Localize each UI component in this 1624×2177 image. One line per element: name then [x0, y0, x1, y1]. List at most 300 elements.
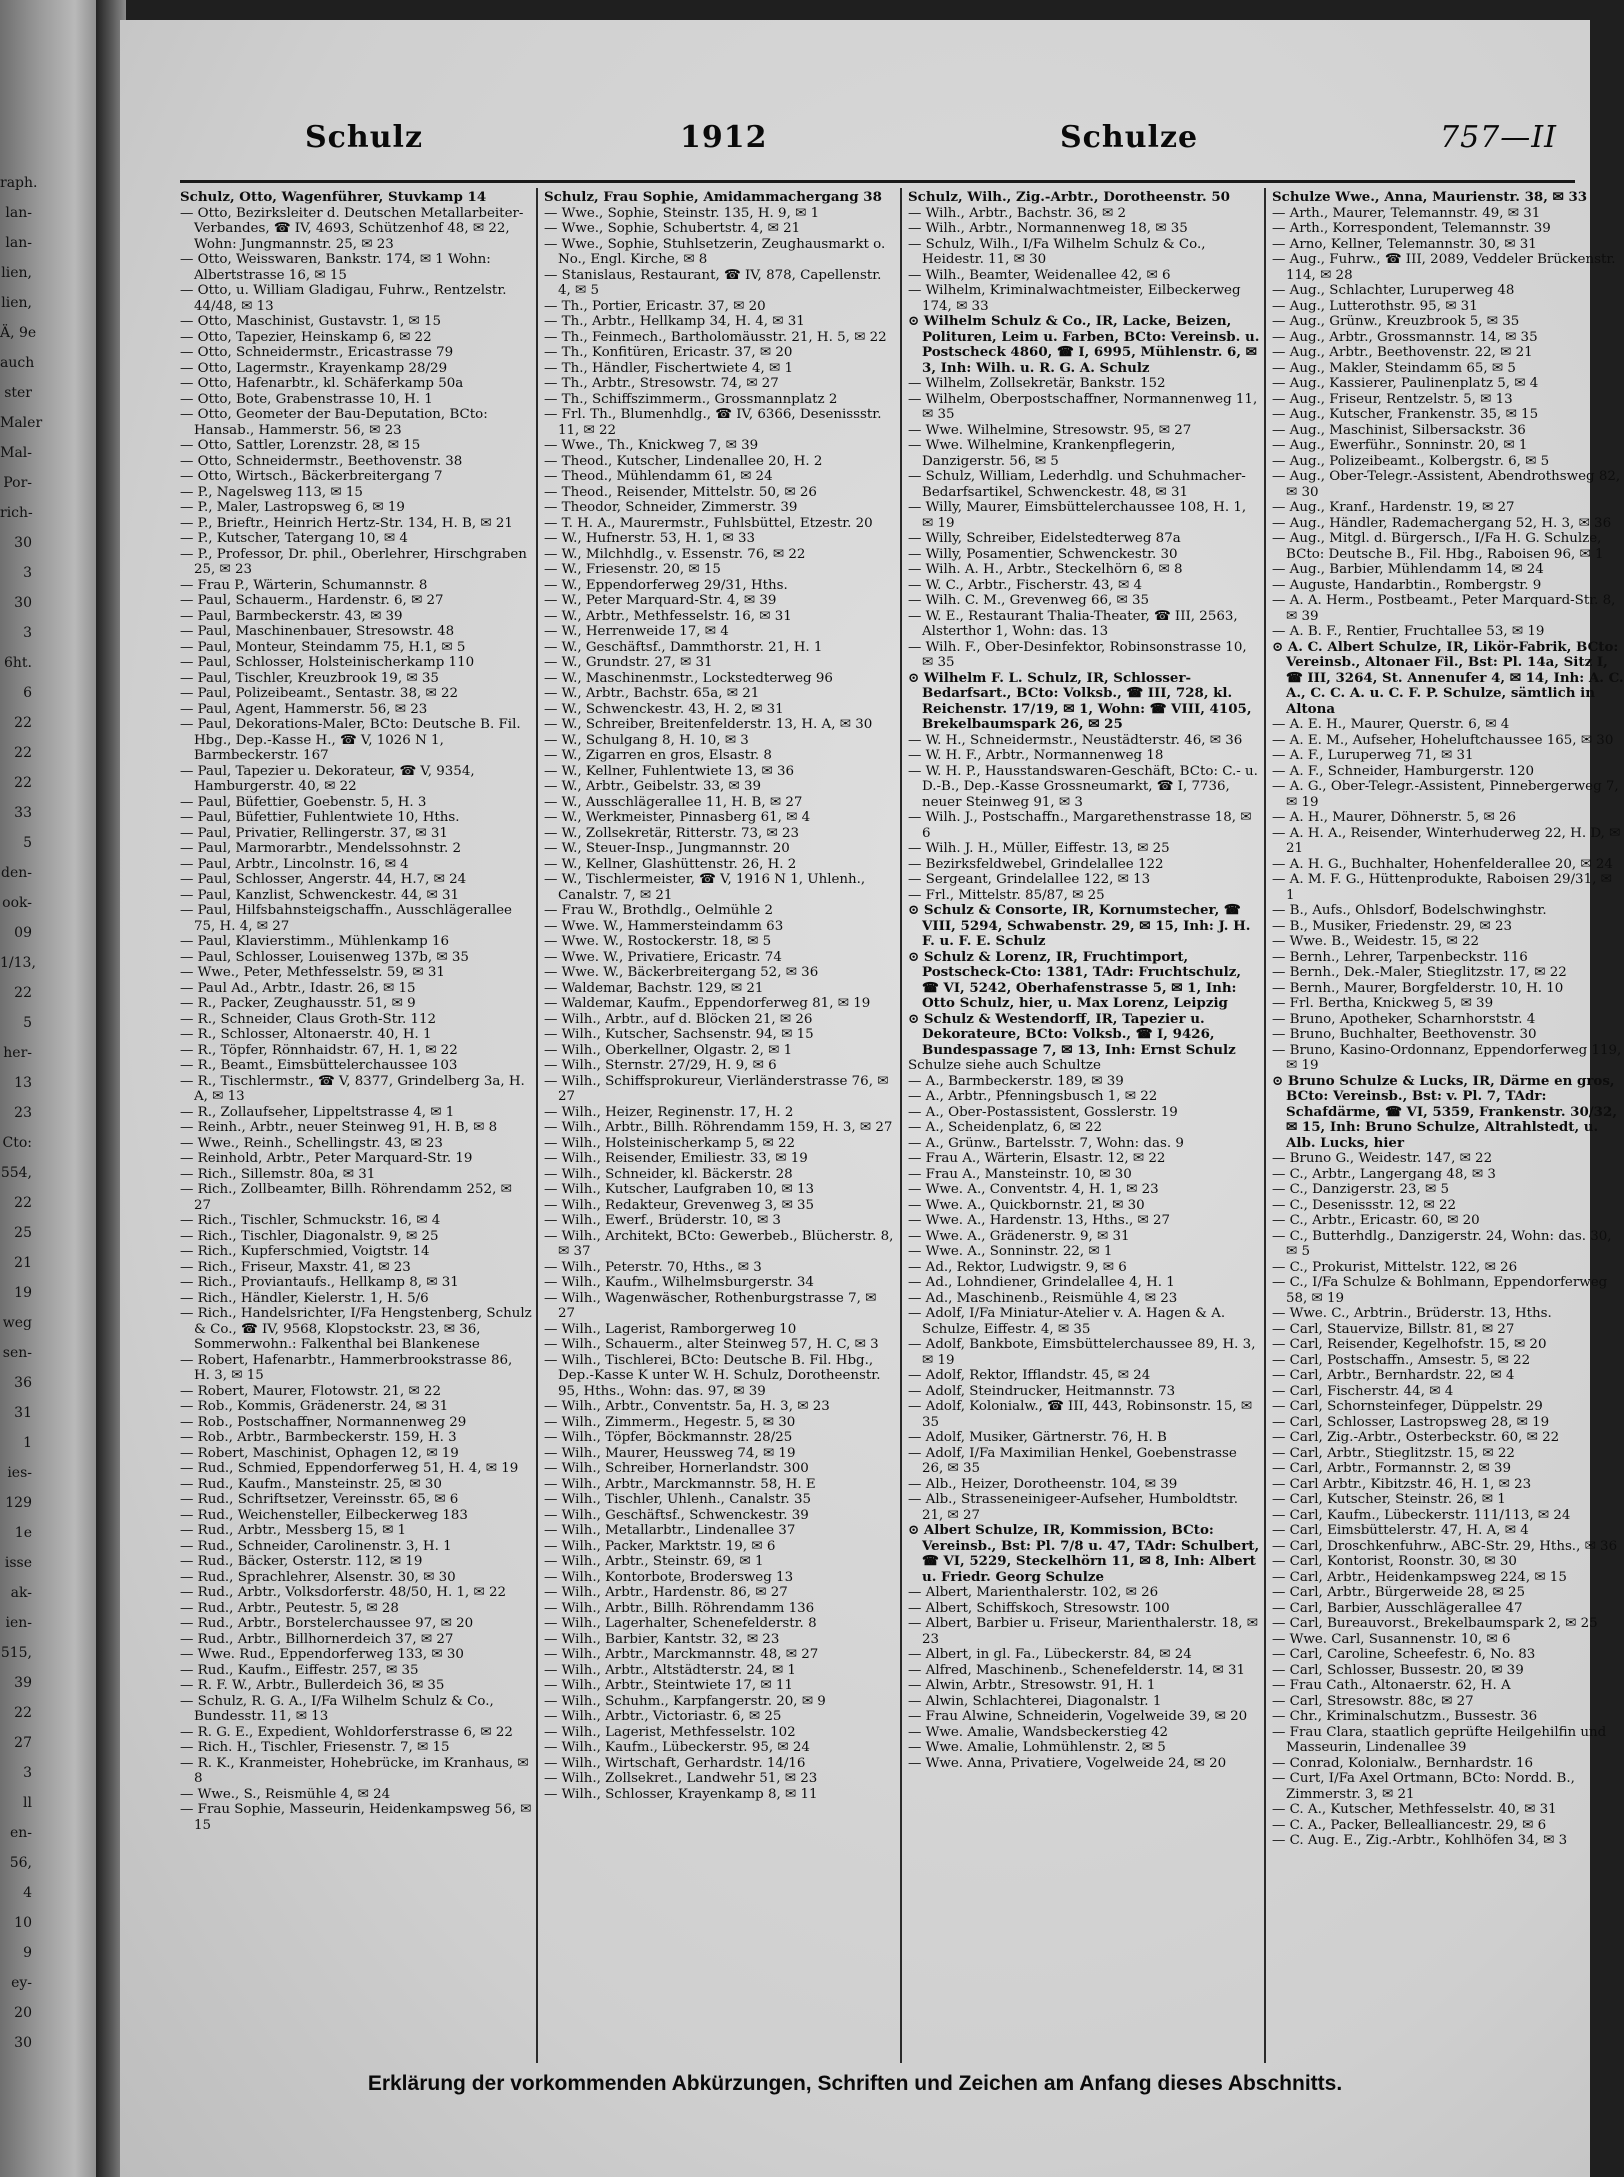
- left-page-fragment: Ä, 9e: [0, 325, 37, 341]
- directory-entry: — Rob., Kommis, Grädenerstr. 24, ✉ 31: [180, 1399, 449, 1414]
- directory-entry: — Otto, Sattler, Lorenzstr. 28, ✉ 15: [180, 438, 421, 453]
- directory-entry: — Otto, Maschinist, Gustavstr. 1, ✉ 15: [180, 314, 441, 329]
- directory-entry: — Frau A., Mansteinstr. 10, ✉ 30: [908, 1166, 1132, 1182]
- directory-entry: — Robert, Hafenarbtr., Hammerbrookstrasse 86, H. 3, ✉ 15: [180, 1352, 513, 1383]
- directory-entry: — Rud., Arbtr., Borstelerchaussee 97, ✉ 20: [180, 1616, 474, 1631]
- directory-entry: — Wilh., Töpfer, Böckmannstr. 28/25: [544, 1430, 793, 1445]
- directory-entry: — Th., Arbtr., Stresowstr. 74, ✉ 27: [544, 376, 779, 391]
- directory-entry: — W., Grundstr. 27, ✉ 31: [544, 655, 713, 670]
- directory-entry: — Waldemar, Kaufm., Eppendorferweg 81, ✉ 19: [544, 996, 871, 1011]
- directory-entry: — Aug., Kassierer, Paulinenplatz 5, ✉ 4: [1272, 376, 1539, 391]
- directory-entry: — Alb., Heizer, Dorotheenstr. 104, ✉ 39: [908, 1476, 1178, 1492]
- left-page-fragment: lien,: [1, 265, 32, 281]
- directory-entry: — Wilh., Lagerist, Methfesselstr. 102: [544, 1724, 796, 1740]
- directory-entry: — Aug., Kranf., Hardenstr. 19, ✉ 27: [1272, 500, 1515, 515]
- directory-entry: — Carl, Postschaffn., Amsestr. 5, ✉ 22: [1272, 1352, 1531, 1368]
- directory-entry: — R., Zollaufseher, Lippeltstrasse 4, ✉ 1: [180, 1104, 455, 1120]
- column-2: [544, 190, 896, 2060]
- left-page-fragment: ook-: [2, 895, 32, 911]
- directory-entry: — Paul, Schlosser, Angerstr. 44, H.7, ✉ 24: [180, 872, 467, 887]
- directory-entry: — A. B. F., Rentier, Fruchtallee 53, ✉ 19: [1272, 624, 1545, 639]
- column-1: [180, 190, 532, 2060]
- left-page-fragment: 09: [14, 925, 32, 941]
- directory-entry: — Wilh., Arbtr., Marckmannstr. 48, ✉ 27: [544, 1647, 819, 1662]
- directory-entry: — Wilh., Metallarbtr., Lindenallee 37: [544, 1523, 796, 1538]
- directory-entry: — Wwe., Th., Knickweg 7, ✉ 39: [544, 438, 759, 453]
- directory-entry: — Rud., Kaufm., Eiffestr. 257, ✉ 35: [180, 1662, 419, 1678]
- directory-entry: — Rud., Arbtr., Billhornerdeich 37, ✉ 27: [180, 1631, 454, 1647]
- directory-entry: — Wwe., Sophie, Stuhlsetzerin, Zeughausmarkt o. No., Engl. Kirche, ✉ 8: [544, 236, 886, 267]
- running-header: [120, 120, 1590, 170]
- directory-entry: — Carl, Arbtr., Formannstr. 2, ✉ 39: [1272, 1461, 1511, 1476]
- directory-entry: — Wilh., Arbtr., Normannenweg 18, ✉ 35: [908, 221, 1188, 236]
- directory-entry: — W., Ausschlägerallee 11, H. B, ✉ 27: [544, 794, 803, 810]
- directory-entry: — Wilh., Redakteur, Grevenweg 3, ✉ 35: [544, 1197, 815, 1213]
- directory-entry: — Wilh., Kaufm., Lübeckerstr. 95, ✉ 24: [544, 1740, 810, 1755]
- left-page-fragment: 31: [14, 1405, 32, 1421]
- directory-entry: Schulz, Frau Sophie, Amidammachergang 38: [544, 189, 882, 205]
- directory-entry: — Chr., Kriminalschutzm., Bussestr. 36: [1272, 1709, 1538, 1724]
- directory-entry: — Wilh., Peterstr. 70, Hths., ✉ 3: [544, 1259, 762, 1275]
- directory-page: [120, 20, 1624, 2177]
- directory-entry: — Paul, Tischler, Kreuzbrook 19, ✉ 35: [180, 670, 439, 686]
- directory-entry: — Rud., Weichensteller, Eilbeckerweg 183: [180, 1507, 468, 1523]
- directory-entry: — Alwin, Schlachterei, Diagonalstr. 1: [908, 1693, 1162, 1709]
- left-page-fragment: 3: [23, 1765, 32, 1781]
- directory-entry: — Reinhold, Arbtr., Peter Marquard-Str. 19: [180, 1151, 473, 1166]
- left-page-fragment: Por-: [3, 475, 32, 491]
- directory-entry: — Wilh., Arbtr., auf d. Blöcken 21, ✉ 26: [544, 1011, 813, 1027]
- directory-entry: — C., Butterhdlg., Danzigerstr. 24, Wohn: das. 30, ✉ 5: [1272, 1228, 1612, 1259]
- directory-entry: — Wilhelm, Zollsekretär, Bankstr. 152: [908, 376, 1166, 391]
- directory-entry: — Rud., Kaufm., Mansteinstr. 25, ✉ 30: [180, 1476, 442, 1492]
- directory-entry: — Rud., Sprachlehrer, Alsenstr. 30, ✉ 30: [180, 1569, 456, 1585]
- directory-entry: — W., Arbtr., Bachstr. 65a, ✉ 21: [544, 686, 760, 701]
- directory-entry: — Wilh., Arbtr., Conventstr. 5a, H. 3, ✉ 23: [544, 1399, 830, 1414]
- left-page-fragment: 3: [23, 625, 32, 641]
- directory-entry: — Rud., Schneider, Carolinenstr. 3, H. 1: [180, 1538, 452, 1554]
- directory-entry: — Theodor, Schneider, Zimmerstr. 39: [544, 500, 798, 515]
- directory-entry: — Frau Alwine, Schneiderin, Vogelweide 39, ✉ 20: [908, 1709, 1248, 1724]
- left-page-fragment: 36: [14, 1375, 32, 1391]
- directory-entry: — Carl, Schornsteinfeger, Düppelstr. 29: [1272, 1399, 1543, 1414]
- directory-entry: — Bezirksfeldwebel, Grindelallee 122: [908, 856, 1164, 872]
- column-4: [1272, 190, 1624, 2060]
- directory-entry: — Paul, Barmbeckerstr. 43, ✉ 39: [180, 608, 403, 624]
- directory-entry: — W., Zigarren en gros, Elsastr. 8: [544, 748, 772, 763]
- directory-entry: — Carl, Schlosser, Lastropsweg 28, ✉ 19: [1272, 1414, 1550, 1430]
- directory-entry: — P., Nagelsweg 113, ✉ 15: [180, 484, 363, 500]
- directory-entry: — R. K., Kranmeister, Hohebrücke, im Kranhaus, ✉ 8: [180, 1755, 529, 1786]
- left-page-fragment: 3: [23, 565, 32, 581]
- adjacent-left-page: [0, 0, 100, 2177]
- directory-entry: — Wwe. Wilhelmine, Stresowstr. 95, ✉ 27: [908, 422, 1192, 438]
- column-divider: [536, 188, 538, 2063]
- directory-entry: — Aug., Arbtr., Beethovenstr. 22, ✉ 21: [1272, 345, 1533, 360]
- directory-entry: — Wwe., Peter, Methfesselstr. 59, ✉ 31: [180, 965, 445, 980]
- directory-entry: — Aug., Friseur, Rentzelstr. 5, ✉ 13: [1272, 391, 1513, 407]
- header-rule: [180, 180, 1575, 183]
- directory-entry: — A., Ober-Postassistent, Gosslerstr. 19: [908, 1104, 1178, 1120]
- directory-entry: — Wilh., Kutscher, Laufgraben 10, ✉ 13: [544, 1182, 815, 1197]
- directory-entry: — A., Arbtr., Pfenningsbusch 1, ✉ 22: [908, 1089, 1158, 1104]
- directory-entry: — Stanislaus, Restaurant, ☎ IV, 878, Capellenstr. 4, ✉ 5: [544, 267, 882, 298]
- directory-entry: — Rich., Tischler, Diagonalstr. 9, ✉ 25: [180, 1228, 439, 1244]
- directory-entry: — Aug., Arbtr., Grossmannstr. 14, ✉ 35: [1272, 329, 1538, 345]
- directory-entry: — W., Arbtr., Geibelstr. 33, ✉ 39: [544, 779, 762, 794]
- directory-entry: — W., Tischlermeister, ☎ V, 1916 N 1, Uhlenh., Canalstr. 7, ✉ 21: [544, 872, 866, 903]
- directory-entry: — Auguste, Handarbtin., Rombergstr. 9: [1272, 577, 1542, 593]
- directory-entry: — Paul, Kanzlist, Schwenckestr. 44, ✉ 31: [180, 887, 460, 903]
- directory-entry: — Wilh. J. H., Müller, Eiffestr. 13, ✉ 25: [908, 841, 1170, 856]
- directory-entry: — Wwe. W., Rostockerstr. 18, ✉ 5: [544, 934, 772, 949]
- directory-entry: — Albert, Marienthalerstr. 102, ✉ 26: [908, 1585, 1159, 1600]
- directory-entry: — W., Herrenweide 17, ✉ 4: [544, 624, 729, 639]
- left-page-fragment: 5: [23, 1015, 32, 1031]
- directory-entry: — Frau P., Wärterin, Schumannstr. 8: [180, 577, 428, 593]
- directory-entry: — Wwe. Rud., Eppendorferweg 133, ✉ 30: [180, 1647, 464, 1662]
- directory-entry: — A. G., Ober-Telegr.-Assistent, Pinnebergerweg 7, ✉ 19: [1272, 779, 1619, 810]
- left-page-fragment: auch: [0, 355, 35, 371]
- directory-entry: — Curt, I/Fa Axel Ortmann, BCto: Nordd. B., Zimmerstr. 3, ✉ 21: [1272, 1771, 1575, 1802]
- left-page-fragment: 129: [5, 1495, 32, 1511]
- directory-entry: — Aug., Schlachter, Luruperweg 48: [1272, 283, 1515, 298]
- directory-entry: — Wilh., Zollsekret., Landwehr 51, ✉ 23: [544, 1771, 818, 1786]
- directory-entry: — Paul, Dekorations-Maler, BCto: Deutsche B. Fil. Hbg., Dep.-Kasse H., ☎ V, 1026 N 1, Barmbeckerstr. 167: [180, 717, 521, 763]
- directory-entry: — Bernh., Dek.-Maler, Stieglitzstr. 17, ✉ 22: [1272, 965, 1567, 980]
- left-page-fragment: 39: [14, 1675, 32, 1691]
- directory-entry: — A. E. M., Aufseher, Hoheluftchaussee 165, ✉ 30: [1272, 732, 1614, 748]
- directory-entry: — Carl, Stresowstr. 88c, ✉ 27: [1272, 1693, 1474, 1709]
- left-page-fragment: 30: [14, 2035, 32, 2051]
- directory-entry: — Wilh., Schiffsprokureur, Vierländerstrasse 76, ✉ 27: [544, 1073, 889, 1104]
- directory-entry: — Paul, Klavierstimm., Mühlenkamp 16: [180, 934, 450, 949]
- directory-entry: — Wilh., Lagerhalter, Schenefelderstr. 8: [544, 1616, 817, 1631]
- directory-entry: — Carl, Fischerstr. 44, ✉ 4: [1272, 1383, 1454, 1399]
- left-page-fragment: en-: [9, 1825, 32, 1841]
- directory-entry: — Albert, Schiffskoch, Stresowstr. 100: [908, 1600, 1170, 1616]
- left-page-fragment: 10: [14, 1915, 32, 1931]
- directory-entry: — Alwin, Arbtr., Stresowstr. 91, H. 1: [908, 1678, 1156, 1693]
- directory-entry: — Wilh., Schlosser, Krayenkamp 8, ✉ 11: [544, 1786, 818, 1802]
- left-page-fragment: isse: [4, 1555, 32, 1571]
- left-page-fragment: 33: [14, 805, 32, 821]
- directory-entry: — Frl. Th., Blumenhdlg., ☎ IV, 6366, Desenissstr. 11, ✉ 22: [544, 407, 882, 438]
- directory-entry: — Aug., Händler, Rademachergang 52, H. 3, ✉ 36: [1272, 515, 1612, 531]
- directory-entry: — Wwe. Wilhelmine, Krankenpflegerin, Danzigerstr. 56, ✉ 5: [908, 438, 1176, 469]
- directory-entry: — Wilh., Arbtr., Victoriastr. 6, ✉ 25: [544, 1709, 782, 1724]
- directory-entry: — W., Steuer-Insp., Jungmannstr. 20: [544, 841, 790, 856]
- directory-entry: — R., Schlosser, Altonaerstr. 40, H. 1: [180, 1027, 432, 1042]
- directory-entry: — Otto, Tapezier, Heinskamp 6, ✉ 22: [180, 329, 432, 345]
- directory-entry: — Wilh., Packer, Marktstr. 19, ✉ 6: [544, 1538, 776, 1554]
- directory-entry: — Rud., Schriftsetzer, Vereinsstr. 65, ✉ 6: [180, 1492, 459, 1507]
- left-page-fragment: 6ht.: [4, 655, 32, 671]
- directory-entry: — Wwe. A., Hardenstr. 13, Hths., ✉ 27: [908, 1213, 1171, 1228]
- directory-entry: — A., Scheidenplatz, 6, ✉ 22: [908, 1120, 1103, 1135]
- left-page-fragment: sen-: [2, 1345, 32, 1361]
- directory-entry: — Aug., Mitgl. d. Bürgersch., I/Fa H. G. Schulze, BCto: Deutsche B., Fil. Hbg., Raboisen 96, ✉ 1: [1272, 531, 1604, 562]
- directory-entry: — Wilh., Kontorbote, Brodersweg 13: [544, 1569, 794, 1585]
- directory-entry: — Wilh., Arbtr., Altstädterstr. 24, ✉ 1: [544, 1662, 796, 1678]
- directory-entry: — Rich. H., Tischler, Friesenstr. 7, ✉ 15: [180, 1740, 450, 1755]
- left-page-fragment: 22: [14, 985, 32, 1001]
- directory-entry: Schulz, Otto, Wagenführer, Stuvkamp 14: [180, 189, 487, 205]
- directory-entry: — Carl, Kaufm., Lübeckerstr. 111/113, ✉ 24: [1272, 1507, 1571, 1523]
- directory-entry: — W., Milchhdlg., v. Essenstr. 76, ✉ 22: [544, 546, 806, 562]
- directory-entry: — Bruno, Buchhalter, Beethovenstr. 30: [1272, 1027, 1537, 1042]
- directory-entry: — Aug., Fuhrw., ☎ III, 2089, Veddeler Brückenstr. 114, ✉ 28: [1272, 252, 1616, 283]
- directory-entry: — Aug., Barbier, Mühlendamm 14, ✉ 24: [1272, 562, 1544, 577]
- directory-entry: — Willy, Maurer, Eimsbüttelerchaussee 108, H. 1, ✉ 19: [908, 500, 1247, 531]
- directory-entry: ⊙ Schulz & Lorenz, IR, Fruchtimport, Postscheck-Cto: 1381, TAdr: Fruchtschulz, ☎ VI, 5242, Oberhafenstrasse 5, ✉ 1, Inh: Otto Schulz, hier, u. Max Lorenz, Leipzig: [908, 948, 1242, 1011]
- directory-entry: — Wilh., Heizer, Reginenstr. 17, H. 2: [544, 1104, 794, 1120]
- directory-entry: — A., Barmbeckerstr. 189, ✉ 39: [908, 1073, 1124, 1089]
- directory-entry: — Paul, Marmorarbtr., Mendelssohnstr. 2: [180, 841, 462, 856]
- directory-entry: — W., Schwenckestr. 43, H. 2, ✉ 31: [544, 701, 784, 717]
- directory-entry: — Wilh., Schauerm., alter Steinweg 57, H. C, ✉ 3: [544, 1337, 879, 1352]
- directory-entry: — Alfred, Maschinenb., Schenefelderstr. 14, ✉ 31: [908, 1662, 1246, 1678]
- directory-entry: — Carl, Reisender, Kegelhofstr. 15, ✉ 20: [1272, 1337, 1547, 1352]
- directory-entry: — C. Aug. E., Zig.-Arbtr., Kohlhöfen 34, ✉ 3: [1272, 1833, 1568, 1848]
- directory-entry: — Wilh., Holsteinischerkamp 5, ✉ 22: [544, 1135, 796, 1151]
- directory-entry: — Th., Konfitüren, Ericastr. 37, ✉ 20: [544, 345, 793, 360]
- directory-entry: — Wwe. A., Sonninstr. 22, ✉ 1: [908, 1244, 1113, 1259]
- directory-entry: Schulz, Wilh., Zig.-Arbtr., Dorotheenstr. 50: [908, 189, 1230, 205]
- directory-entry: — Th., Schiffszimmerm., Grossmannplatz 2: [544, 391, 838, 407]
- directory-entry: — Rich., Tischler, Schmuckstr. 16, ✉ 4: [180, 1213, 441, 1228]
- left-page-fragment: 1/13,: [0, 955, 36, 971]
- directory-entry: — W., Werkmeister, Pinnasberg 61, ✉ 4: [544, 810, 811, 825]
- directory-entry: — Wilh., Arbtr., Billh. Röhrendamm 136: [544, 1600, 815, 1616]
- left-page-fragment: Mal-: [0, 445, 32, 461]
- directory-entry: — Wwe. A., Quickbornstr. 21, ✉ 30: [908, 1197, 1145, 1213]
- directory-entry: — W. E., Restaurant Thalia-Theater, ☎ III, 2563, Alsterthor 1, Wohn: das. 13: [908, 608, 1238, 639]
- directory-entry: — W. H. F., Arbtr., Normannenweg 18: [908, 748, 1164, 763]
- directory-entry: Schulze Wwe., Anna, Maurienstr. 38, ✉ 33: [1272, 189, 1588, 205]
- directory-entry: — Wilh., Barbier, Kantstr. 32, ✉ 23: [544, 1631, 780, 1647]
- directory-entry: — Paul, Büfettier, Goebenstr. 5, H. 3: [180, 794, 427, 810]
- left-page-fragment: weg: [2, 1315, 32, 1331]
- directory-entry: — Albert, in gl. Fa., Lübeckerstr. 84, ✉ 24: [908, 1647, 1192, 1662]
- directory-entry: — W., Schreiber, Breitenfelderstr. 13, H. A, ✉ 30: [544, 717, 873, 732]
- directory-entry: — Rich., Zollbeamter, Billh. Röhrendamm 252, ✉ 27: [180, 1182, 512, 1213]
- directory-entry: — Rob., Postschaffner, Normannenweg 29: [180, 1414, 467, 1430]
- directory-entry: — Th., Arbtr., Hellkamp 34, H. 4, ✉ 31: [544, 314, 805, 329]
- directory-entry: — Wilh., Beamter, Weidenallee 42, ✉ 6: [908, 267, 1171, 283]
- directory-entry: — Schulz, William, Lederhdlg. und Schuhmacher-Bedarfsartikel, Schwenckestr. 48, ✉ 31: [908, 469, 1246, 500]
- directory-entry: — Otto, Schneidermstr., Beethovenstr. 38: [180, 453, 463, 469]
- directory-entry: — Wwe., Sophie, Schubertstr. 4, ✉ 21: [544, 221, 801, 236]
- directory-entry: — Frl., Mittelstr. 85/87, ✉ 25: [908, 887, 1105, 903]
- directory-entry: — Wwe. C., Arbtrin., Brüderstr. 13, Hths.: [1272, 1306, 1552, 1321]
- directory-entry: — Otto, Lagermstr., Krayenkamp 28/29: [180, 360, 448, 376]
- directory-entry: — Sergeant, Grindelallee 122, ✉ 13: [908, 872, 1151, 887]
- directory-entry: ⊙ Albert Schulze, IR, Kommission, BCto: Vereinsb., Bst: Pl. 7/8 u. 47, TAdr: Schulbert, ☎ VI, 5229, Steckelhörn 11, ✉ 8, Inh: Albert u. Friedr. Georg Schulze: [908, 1522, 1260, 1585]
- directory-entry: — C., Arbtr., Ericastr. 60, ✉ 20: [1272, 1213, 1480, 1228]
- directory-entry: — A. A. Herm., Postbeamt., Peter Marquard-Str. 8, ✉ 39: [1272, 593, 1616, 624]
- left-page-fragment: 23: [14, 1105, 32, 1121]
- directory-entry: — Rud., Arbtr., Peutestr. 5, ✉ 28: [180, 1600, 399, 1616]
- directory-entry: — Wwe. W., Hammersteindamm 63: [544, 918, 784, 934]
- left-page-fragment: 56,: [9, 1855, 32, 1871]
- left-page-fragment: 515,: [0, 1645, 32, 1661]
- directory-entry: — Wilh., Arbtr., Hardenstr. 86, ✉ 27: [544, 1585, 788, 1600]
- directory-entry: — Paul, Büfettier, Fuhlentwiete 10, Hths.: [180, 810, 460, 825]
- directory-entry: — Wwe. Anna, Privatiere, Vogelweide 24, ✉ 20: [908, 1755, 1227, 1771]
- directory-entry: — Th., Portier, Ericastr. 37, ✉ 20: [544, 298, 766, 314]
- directory-entry: — Wilh., Architekt, BCto: Gewerbeb., Blücherstr. 8, ✉ 37: [544, 1228, 894, 1259]
- directory-entry: — Adolf, Steindrucker, Heitmannstr. 73: [908, 1383, 1176, 1399]
- directory-entry: — Bernh., Maurer, Borgfelderstr. 10, H. 10: [1272, 980, 1564, 996]
- directory-entry: — Wilh., Geschäftsf., Schwenckestr. 39: [544, 1507, 809, 1523]
- directory-entry: — T. H. A., Maurermstr., Fuhlsbüttel, Etzestr. 20: [544, 515, 873, 531]
- directory-entry: — Carl, Zig.-Arbtr., Osterbeckstr. 60, ✉ 22: [1272, 1430, 1560, 1445]
- directory-entry: — A. M. F. G., Hüttenprodukte, Raboisen 29/31, ✉ 1: [1272, 872, 1612, 903]
- directory-entry: — Th., Händler, Fischertwiete 4, ✉ 1: [544, 360, 794, 376]
- column-3: [908, 190, 1260, 2060]
- directory-entry: — Arno, Kellner, Telemannstr. 30, ✉ 31: [1272, 236, 1537, 252]
- left-page-fragment: lien,: [1, 295, 32, 311]
- directory-entry: — Alb., Strasseneinigeer-Aufseher, Humboldtstr. 21, ✉ 27: [908, 1492, 1238, 1523]
- directory-entry: — Schulz, Wilh., I/Fa Wilhelm Schulz & Co., Heidestr. 11, ✉ 30: [908, 236, 1206, 267]
- directory-entry: — Wilh., Maurer, Heussweg 74, ✉ 19: [544, 1445, 796, 1461]
- left-page-fragment: 554,: [0, 1165, 32, 1181]
- directory-entry: — A. H., Maurer, Döhnerstr. 5, ✉ 26: [1272, 810, 1516, 825]
- directory-entry: — Carl, Kutscher, Steinstr. 26, ✉ 1: [1272, 1492, 1506, 1507]
- directory-entry: — Carl, Caroline, Scheefestr. 6, No. 83: [1272, 1647, 1536, 1662]
- header-left: Schulz: [305, 120, 423, 155]
- directory-entry: — Wilh., Schuhm., Karpfangerstr. 20, ✉ 9: [544, 1693, 826, 1709]
- directory-entry: — A. H. A., Reisender, Winterhuderweg 22, H. D, ✉ 21: [1272, 825, 1621, 856]
- left-page-fragment: 22: [14, 715, 32, 731]
- column-divider: [900, 188, 902, 2063]
- column-divider: [1264, 188, 1266, 2063]
- left-page-fragment: 22: [14, 775, 32, 791]
- header-year: 1912: [680, 120, 768, 155]
- directory-entry: — P., Maler, Lastropsweg 6, ✉ 19: [180, 500, 405, 515]
- directory-entry: — R., Beamt., Eimsbüttelerchaussee 103: [180, 1058, 458, 1073]
- directory-entry: — Wilh., Lagerist, Ramborgerweg 10: [544, 1321, 797, 1337]
- directory-entry: — Theod., Kutscher, Lindenallee 20, H. 2: [544, 453, 823, 469]
- directory-entry: — Wwe. A., Conventstr. 4, H. 1, ✉ 23: [908, 1182, 1159, 1197]
- directory-entry: — Wilh., Wirtschaft, Gerhardstr. 14/16: [544, 1755, 806, 1771]
- directory-entry: — R., Töpfer, Rönnhaidstr. 67, H. 1, ✉ 22: [180, 1042, 458, 1058]
- page-number: 757—II: [1440, 120, 1557, 155]
- directory-entry: — Arth., Maurer, Telemannstr. 49, ✉ 31: [1272, 205, 1541, 221]
- directory-entry: — Arth., Korrespondent, Telemannstr. 39: [1272, 221, 1551, 236]
- left-page-fragment: 22: [14, 1705, 32, 1721]
- directory-entry: — Carl, Arbtr., Heidenkampsweg 224, ✉ 15: [1272, 1569, 1567, 1585]
- directory-entry: — Paul, Polizeibeamt., Sentastr. 38, ✉ 22: [180, 686, 458, 701]
- directory-entry: — Rob., Arbtr., Barmbeckerstr. 159, H. 3: [180, 1430, 457, 1445]
- directory-entry: — W. H., Schneidermstr., Neustädterstr. 46, ✉ 36: [908, 732, 1243, 748]
- directory-entry: — Wwe. W., Privatiere, Ericastr. 74: [544, 949, 782, 965]
- directory-entry: — Adolf, I/Fa Maximilian Henkel, Goebenstrasse 26, ✉ 35: [908, 1445, 1237, 1476]
- directory-entry: — W., Eppendorferweg 29/31, Hths.: [544, 577, 788, 593]
- header-center: Schulze: [1060, 120, 1199, 155]
- directory-entry: — Frau Cath., Altonaerstr. 62, H. A: [1272, 1678, 1511, 1693]
- left-page-fragment: lan-: [5, 205, 32, 221]
- left-page-fragment: her-: [3, 1045, 32, 1061]
- directory-entry: — Wwe., Sophie, Steinstr. 135, H. 9, ✉ 1: [544, 205, 820, 221]
- directory-entry: — Willy, Schreiber, Eidelstedterweg 87a: [908, 531, 1181, 546]
- left-page-fragment: ster: [4, 385, 32, 401]
- directory-entry: — Wilh., Tischlerei, BCto: Deutsche B. Fil. Hbg., Dep.-Kasse K unter W. H. Schulz, Dorotheenstr. 95, Hths., Wohn: das. 97, ✉ 39: [544, 1352, 881, 1399]
- directory-entry: — W., Schulgang 8, H. 10, ✉ 3: [544, 732, 749, 748]
- directory-entry: — Wilh., Sternstr. 27/29, H. 9, ✉ 6: [544, 1058, 777, 1073]
- directory-entry: — Aug., Ober-Telegr.-Assistent, Abendrothsweg 82, ✉ 30: [1272, 469, 1621, 500]
- directory-entry: — Adolf, Musiker, Gärtnerstr. 76, H. B: [908, 1430, 1167, 1445]
- directory-entry: — Otto, Bezirksleiter d. Deutschen Metallarbeiter-Verbandes, ☎ IV, 4693, Schützenhof 48, ✉ 22, Wohn: Jungmannstr. 25, ✉ 23: [180, 205, 524, 252]
- directory-entry: — Carl, Barbier, Ausschlägerallee 47: [1272, 1600, 1523, 1616]
- directory-entry: — Otto, Wirtsch., Bäckerbreitergang 7: [180, 469, 443, 484]
- directory-entry: — Adolf, I/Fa Miniatur-Atelier v. A. Hagen & A. Schulze, Eiffestr. 4, ✉ 35: [908, 1306, 1226, 1337]
- directory-entry: ⊙ Schulz & Consorte, IR, Kornumstecher, ☎ VIII, 5294, Schwabenstr. 29, ✉ 15, Inh: J. H. F. u. F. E. Schulz: [908, 902, 1251, 949]
- footer-note: Erklärung der vorkommenden Abkürzungen, Schriften und Zeichen am Anfang dieses Abschnitts.: [367, 2072, 1343, 2095]
- directory-entry: — Paul, Monteur, Steindamm 75, H.1, ✉ 5: [180, 639, 466, 655]
- left-page-fragment: ll: [23, 1795, 32, 1811]
- directory-entry: — Wilh., Arbtr., Steintwiete 17, ✉ 11: [544, 1678, 793, 1693]
- directory-entry: — W., Kellner, Glashüttenstr. 26, H. 2: [544, 856, 797, 872]
- directory-entry: — Wilh., Arbtr., Marckmannstr. 58, H. E: [544, 1476, 816, 1492]
- directory-entry: — Wwe., S., Reismühle 4, ✉ 24: [180, 1786, 391, 1802]
- directory-entry: — Paul, Maschinenbauer, Stresowstr. 48: [180, 624, 455, 639]
- directory-entry: — A., Grünw., Bartelsstr. 7, Wohn: das. 9: [908, 1135, 1184, 1151]
- directory-entry: — Theod., Mühlendamm 61, ✉ 24: [544, 469, 773, 484]
- directory-entry: — Paul, Schauerm., Hardenstr. 6, ✉ 27: [180, 593, 444, 608]
- directory-entry: — Wilh., Arbtr., Steinstr. 69, ✉ 1: [544, 1554, 764, 1569]
- directory-entry: — C., Desenissstr. 12, ✉ 22: [1272, 1197, 1457, 1213]
- directory-entry: — Rud., Schmied, Eppendorferweg 51, H. 4, ✉ 19: [180, 1461, 519, 1476]
- left-page-fragment: 30: [14, 535, 32, 551]
- directory-entry: — Aug., Makler, Steindamm 65, ✉ 5: [1272, 360, 1516, 376]
- directory-entry: — Wilh., Wagenwäscher, Rothenburgstrasse 7, ✉ 27: [544, 1290, 877, 1321]
- directory-entry: — Wilh. F., Ober-Desinfektor, Robinsonstrasse 10, ✉ 35: [908, 639, 1247, 670]
- directory-entry: — Frau A., Wärterin, Elsastr. 12, ✉ 22: [908, 1151, 1166, 1166]
- directory-entry: — Aug., Grünw., Kreuzbrook 5, ✉ 35: [1272, 314, 1520, 329]
- directory-entry: — Carl, Droschkenfuhrw., ABC-Str. 29, Hths., ✉ 36: [1272, 1538, 1618, 1554]
- directory-entry: — Carl, Arbtr., Stieglitzstr. 15, ✉ 22: [1272, 1445, 1515, 1461]
- directory-entry: — Wilh., Schreiber, Hornerlandstr. 300: [544, 1461, 809, 1476]
- directory-entry: — Paul, Privatier, Rellingerstr. 37, ✉ 31: [180, 825, 448, 841]
- left-page-fragment: 6: [23, 685, 32, 701]
- directory-entry: — B., Aufs., Ohlsdorf, Bodelschwinghstr.: [1272, 903, 1547, 918]
- directory-entry: — Carl, Eimsbüttelerstr. 47, H. A, ✉ 4: [1272, 1523, 1529, 1538]
- directory-entry: — Frau W., Brothdlg., Oelmühle 2: [544, 903, 774, 918]
- directory-entry: — Wilh. C. M., Grevenweg 66, ✉ 35: [908, 593, 1150, 608]
- directory-entry: — Aug., Lutterothstr. 95, ✉ 31: [1272, 298, 1478, 314]
- directory-entry: — Wilh., Tischler, Uhlenh., Canalstr. 35: [544, 1492, 811, 1507]
- left-page-fragment: ies-: [7, 1465, 32, 1481]
- directory-entry: — C. A., Kutscher, Methfesselstr. 40, ✉ 31: [1272, 1802, 1557, 1817]
- directory-entry: — Aug., Polizeibeamt., Kolbergstr. 6, ✉ 5: [1272, 453, 1550, 469]
- directory-entry: — W. H. P., Hausstandswaren-Geschäft, BCto: C.- u. D.-B., Dep.-Kasse Grossneumarkt, ☎ I, 7736, neuer Steinweg 91, ✉ 3: [908, 763, 1258, 810]
- directory-entry: — Paul, Arbtr., Lincolnstr. 16, ✉ 4: [180, 856, 409, 872]
- directory-entry: — Wilhelm, Kriminalwachtmeister, Eilbeckerweg 174, ✉ 33: [908, 283, 1241, 314]
- left-page-fragment: 1: [23, 1435, 32, 1451]
- left-page-fragment: 27: [14, 1735, 32, 1751]
- directory-entry: — R. F. W., Arbtr., Bullerdeich 36, ✉ 35: [180, 1678, 445, 1693]
- directory-entry: — W., Hufnerstr. 53, H. 1, ✉ 33: [544, 531, 756, 546]
- left-page-fragment: 13: [14, 1075, 32, 1091]
- directory-entry: — A. E. H., Maurer, Querstr. 6, ✉ 4: [1272, 717, 1510, 732]
- left-page-fragment: 20: [14, 2005, 32, 2021]
- directory-entry: — Wwe. Amalie, Lohmühlenstr. 2, ✉ 5: [908, 1740, 1166, 1755]
- directory-entry: — Aug., Kutscher, Frankenstr. 35, ✉ 15: [1272, 407, 1539, 422]
- left-page-fragment: 1e: [14, 1525, 32, 1541]
- directory-entry: — W., Friesenstr. 20, ✉ 15: [544, 562, 721, 577]
